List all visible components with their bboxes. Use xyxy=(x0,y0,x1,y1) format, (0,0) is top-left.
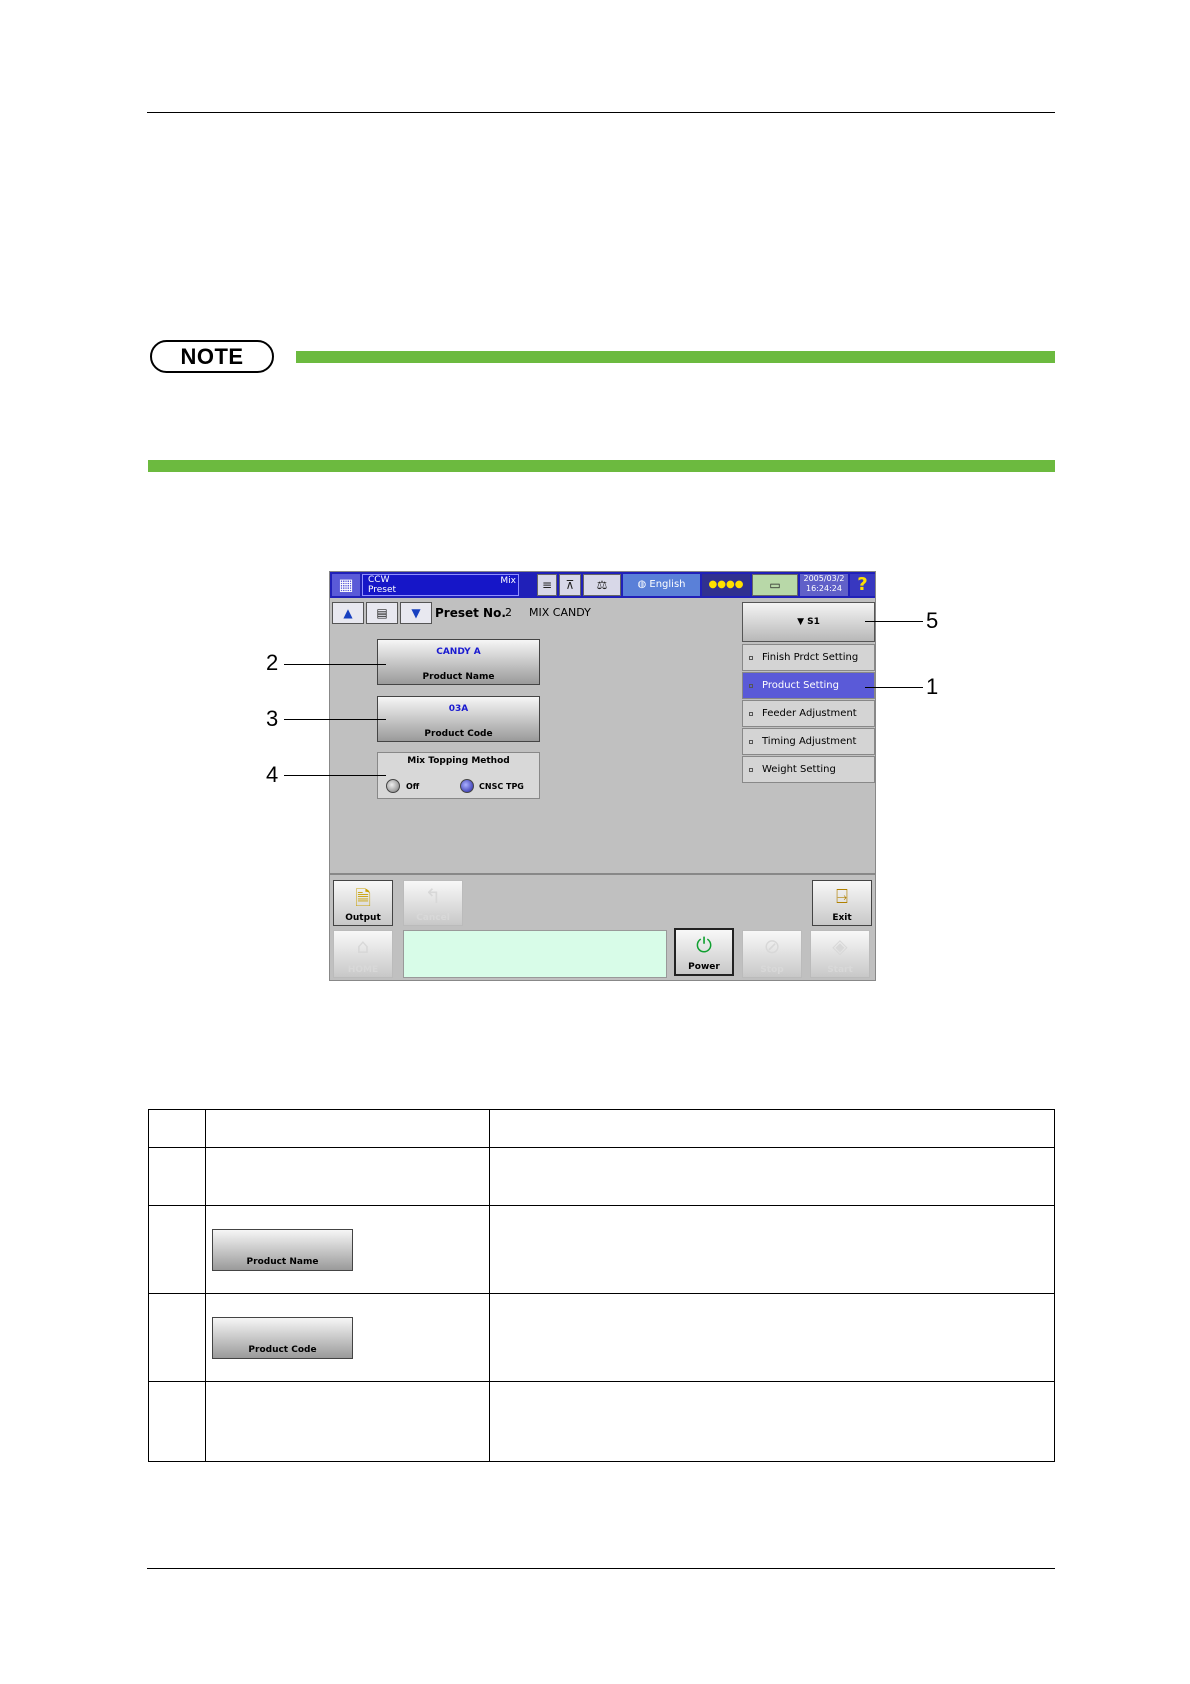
radio-cnsc-tpg-label: CNSC TPG xyxy=(479,782,524,791)
weigher-icon[interactable]: ⚖ xyxy=(583,574,621,596)
menu-weight-setting[interactable]: Weight Setting xyxy=(742,756,875,783)
preset-name: MIX CANDY xyxy=(529,606,591,619)
product-name-button[interactable] xyxy=(377,639,540,685)
note-top-bar xyxy=(296,351,1055,363)
screen-title: CCW Preset Mix xyxy=(362,574,519,596)
start-button[interactable]: ◈ Start xyxy=(810,930,870,978)
callout-4: 4 xyxy=(266,762,279,787)
mix-topping-method xyxy=(377,752,540,799)
note-bottom-bar xyxy=(148,460,1055,472)
home-icon: ⌂ xyxy=(356,934,370,958)
preset-list-button[interactable]: ▤ xyxy=(366,602,398,624)
logo-icon: ▦ xyxy=(332,574,360,596)
mix-topping-title: Mix Topping Method xyxy=(407,756,510,766)
radio-cnsc-tpg[interactable] xyxy=(460,779,474,793)
preset-number: 2 xyxy=(505,606,512,619)
callout-5-line xyxy=(865,621,923,622)
callout-2: 2 xyxy=(266,650,279,675)
exit-icon: ⍈ xyxy=(836,884,848,908)
stop-button[interactable]: ⊘ Stop xyxy=(742,930,802,978)
menu-product-setting[interactable]: Product Setting xyxy=(742,672,875,699)
menu-finish-product-setting[interactable]: Finish Prdct Setting xyxy=(742,644,875,671)
product-name-label: Product Name xyxy=(422,672,495,682)
callout-3-line xyxy=(284,719,386,720)
preset-down-button[interactable]: ▼ xyxy=(400,602,432,624)
globe-icon: ◍ xyxy=(637,579,650,590)
product-code-value: 03A xyxy=(448,704,469,714)
product-code-label: Product Code xyxy=(424,729,493,739)
language-button[interactable]: ◍ English xyxy=(623,574,700,596)
note-label: NOTE xyxy=(150,340,274,373)
station-select-button[interactable]: ▼ S1 xyxy=(742,602,875,642)
power-button[interactable]: ⏻ Power xyxy=(674,928,734,976)
top-bar xyxy=(330,572,876,598)
report-icon[interactable]: ≡ xyxy=(537,574,557,596)
product-name-sample-button: Product Name xyxy=(212,1229,353,1271)
radio-off[interactable] xyxy=(386,779,400,793)
stop-icon: ⊘ xyxy=(763,934,781,958)
output-icon: 🗎 xyxy=(354,886,372,910)
message-area xyxy=(403,930,667,978)
status-indicator: ●●●● xyxy=(702,574,750,596)
home-button[interactable]: ⌂ HOME xyxy=(333,930,393,978)
callout-1: 1 xyxy=(926,674,939,699)
product-name-value: CANDY A xyxy=(436,647,481,657)
callout-4-line xyxy=(284,775,386,776)
footer-rule xyxy=(147,1568,1055,1569)
mode-indicator: Mix xyxy=(500,576,516,586)
preset-up-button[interactable]: ▲ xyxy=(332,602,364,624)
callout-1-line xyxy=(865,687,923,688)
callout-5: 5 xyxy=(926,608,939,633)
cancel-button[interactable]: ↰ Cancel xyxy=(403,880,463,926)
help-button[interactable]: ? xyxy=(850,574,875,596)
menu-timing-adjustment[interactable]: Timing Adjustment xyxy=(742,728,875,755)
output-button[interactable]: 🗎 Output xyxy=(333,880,393,926)
power-icon: ⏻ xyxy=(696,933,712,957)
exit-button[interactable]: ⍈ Exit xyxy=(812,880,872,926)
product-code-button[interactable] xyxy=(377,696,540,742)
header-rule xyxy=(147,112,1055,113)
callout-2-line xyxy=(284,664,386,665)
bottom-divider xyxy=(330,873,876,875)
callout-3: 3 xyxy=(266,706,279,731)
product-code-sample-button: Product Code xyxy=(212,1317,353,1359)
date-time: 2005/03/2 16:24:24 xyxy=(800,574,848,596)
start-icon: ◈ xyxy=(832,934,848,958)
undo-icon: ↰ xyxy=(424,884,442,908)
monitor-icon[interactable]: ▭ xyxy=(752,574,798,596)
preset-label: Preset No. xyxy=(435,606,506,620)
item-table xyxy=(148,1109,1055,1462)
radio-off-label: Off xyxy=(406,782,420,791)
preset-screen xyxy=(329,571,876,981)
hopper-icon[interactable]: ⊼ xyxy=(559,574,581,596)
menu-feeder-adjustment[interactable]: Feeder Adjustment xyxy=(742,700,875,727)
